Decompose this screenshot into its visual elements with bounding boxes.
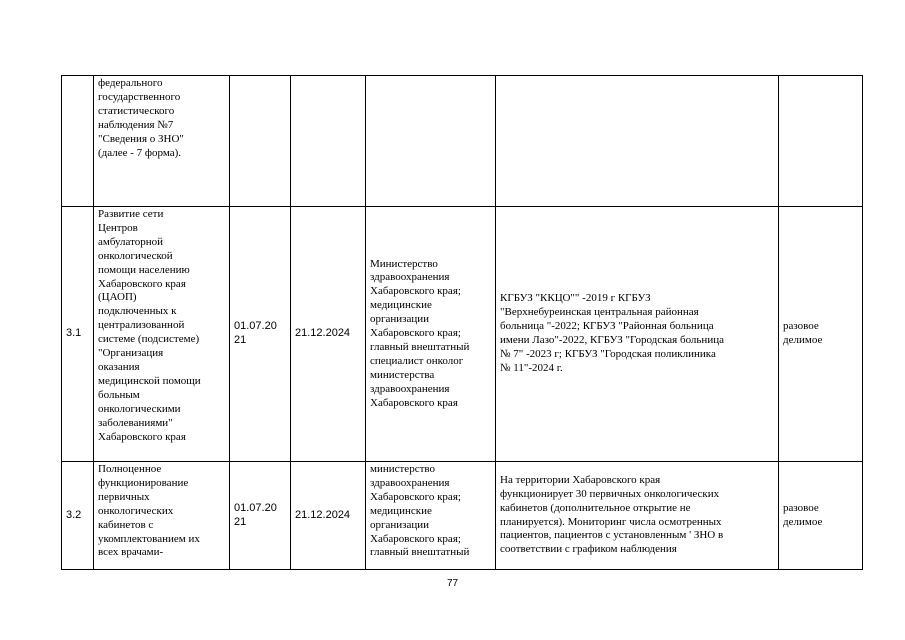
end-date-cell	[291, 76, 366, 207]
row-number: 3.1	[62, 207, 94, 462]
end-date-cell: 21.12.2024	[291, 462, 366, 570]
responsible-cell: Министерство здравоохранения Хабаровского края; медицинские организации Хабаровского края; главный внештатный специалист онколог министерства здравоохранения Хабаровского края	[366, 207, 496, 462]
type-cell: разовое делимое	[779, 462, 863, 570]
measure-cell: Развитие сети Центров амбулаторной онкологической помощи населению Хабаровского края (ЦАОП) подключенных к централизованной системе (подсистеме) "Организация оказания медицинской помощи больным онкологическими заболеваниями" Хабаровского края	[94, 207, 230, 462]
start-date-cell: 01.07.20 21	[230, 462, 291, 570]
end-date-cell: 21.12.2024	[291, 207, 366, 462]
type-cell: разовое делимое	[779, 207, 863, 462]
start-date-cell	[230, 76, 291, 207]
measures-table	[61, 75, 863, 570]
start-date-cell: 01.07.20 21	[230, 207, 291, 462]
responsible-cell: министерство здравоохранения Хабаровского края; медицинские организации Хабаровского края; главный внештатный	[366, 462, 496, 570]
result-cell: На территории Хабаровского края функционирует 30 первичных онкологических кабинетов (дополнительное открытие не планируется). Мониторинг числа осмотренных пациентов, пациентов с установленным ' ЗНО в соответствии с графиком наблюдения	[496, 462, 779, 570]
table-row	[62, 207, 863, 462]
row-number: 3.2	[62, 462, 94, 570]
measure-cell: федерального государственного статистического наблюдения №7 "Сведения о ЗНО" (далее - 7 форма).	[94, 76, 230, 207]
type-cell	[779, 76, 863, 207]
result-cell	[496, 76, 779, 207]
row-number	[62, 76, 94, 207]
responsible-cell	[366, 76, 496, 207]
measure-cell: Полноценное функционирование первичных онкологических кабинетов с укомплектованием их всех врачами-	[94, 462, 230, 570]
result-cell: КГБУЗ "ККЦО"" -2019 г КГБУЗ "Верхнебуреинская центральная районная больница "-2022; КГБУЗ "Районная больница имени Лазо"-2022, КГБУЗ "Городская больница № 7" -2023 г; КГБУЗ "Городская поликлиника № 11"-2024 г.	[496, 207, 779, 462]
table-row	[62, 76, 863, 207]
table-row	[62, 462, 863, 570]
page-number: 77	[446, 578, 459, 589]
